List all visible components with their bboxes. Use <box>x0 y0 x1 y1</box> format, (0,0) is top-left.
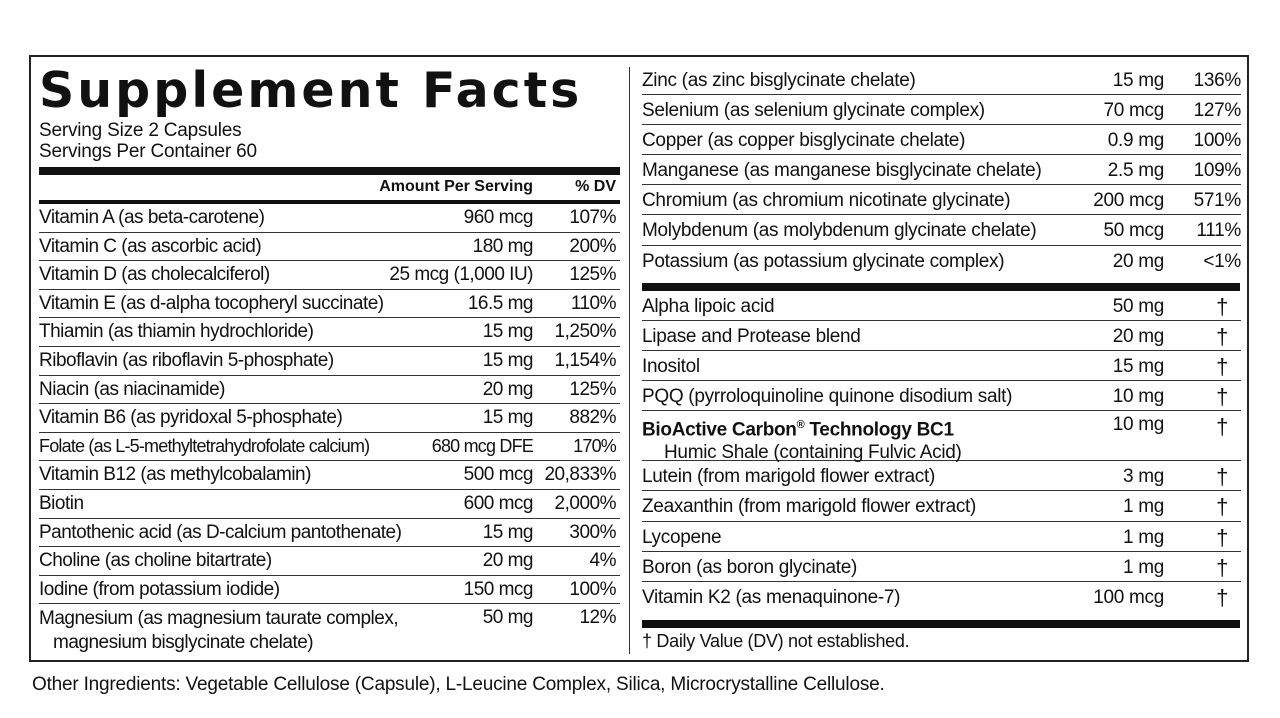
nutrient-name: Lutein (from marigold flower extract) <box>642 466 936 488</box>
nutrient-name: Vitamin A (as beta-carotene) <box>39 207 265 228</box>
nutrient-dv: 12% <box>579 607 616 629</box>
panel-title: Supplement Facts <box>39 62 583 119</box>
nutrient-amount: 50 mcg <box>1103 220 1164 242</box>
supplement-facts-panel <box>29 55 1249 662</box>
nutrient-name: Pantothenic acid (as D-calcium pantothenate) <box>39 521 402 543</box>
table-row <box>642 522 1241 552</box>
nutrient-amount: 10 mg <box>1112 414 1164 436</box>
nutrient-dv: 125% <box>569 378 616 400</box>
nutrient-amount: 960 mcg <box>463 207 533 228</box>
bioactive-carbon-suffix: Technology BC1 <box>804 419 954 441</box>
nutrient-dv: 170% <box>573 435 616 456</box>
table-row <box>642 321 1241 351</box>
nutrient-name: Biotin <box>39 492 84 514</box>
nutrient-amount: 1 mg <box>1122 496 1164 518</box>
nutrient-name: Vitamin B6 (as pyridoxal 5-phosphate) <box>39 407 343 429</box>
table-row <box>39 261 620 290</box>
right-column <box>642 57 1241 660</box>
nutrient-amount: 16.5 mg <box>467 292 533 314</box>
thick-divider <box>642 283 1240 291</box>
nutrient-amount: 2.5 mg <box>1107 160 1164 182</box>
nutrient-name: Boron (as boron glycinate) <box>642 556 858 578</box>
nutrient-dv: 136% <box>1193 70 1241 91</box>
nutrient-dv: <1% <box>1203 250 1241 272</box>
nutrient-amount: 20 mg <box>482 378 533 400</box>
nutrient-amount: 680 mcg DFE <box>431 435 533 456</box>
nutrient-amount: 15 mg <box>1112 70 1164 91</box>
nutrient-name: Riboflavin (as riboflavin 5-phosphate) <box>39 349 334 371</box>
left-column <box>39 57 620 660</box>
table-row <box>642 155 1241 185</box>
nutrient-name: PQQ (pyrroloquinoline quinone disodium salt) <box>642 386 1013 408</box>
nutrient-dv: 1,250% <box>554 321 616 343</box>
table-row <box>642 491 1241 521</box>
nutrient-name: Lipase and Protease blend <box>642 326 861 348</box>
dagger-symbol: † <box>1216 294 1228 319</box>
table-row <box>642 125 1241 155</box>
nutrient-name <box>39 607 459 655</box>
nutrient-dv: 4% <box>589 550 616 572</box>
nutrient-name: Choline (as choline bitartrate) <box>39 550 272 572</box>
nutrient-table-left <box>39 204 620 660</box>
nutrient-amount: 15 mg <box>482 349 533 371</box>
dagger-symbol: † <box>1216 384 1228 410</box>
nutrient-dv: 110% <box>570 292 616 314</box>
nutrient-dv: 2,000% <box>554 492 616 514</box>
nutrient-amount: 70 mcg <box>1103 100 1164 122</box>
bioactive-carbon-subtitle: Humic Shale (containing Fulvic Acid) <box>664 441 962 463</box>
column-divider <box>629 67 630 654</box>
nutrient-name: Selenium (as selenium glycinate complex) <box>642 100 985 122</box>
column-header <box>39 176 620 200</box>
table-row <box>39 519 620 548</box>
dagger-symbol: † <box>1216 464 1228 490</box>
nutrient-amount: 150 mcg <box>463 578 533 600</box>
nutrient-amount: 15 mg <box>482 407 533 429</box>
nutrient-dv: 109% <box>1193 160 1241 182</box>
nutrient-name: Zeaxanthin (from marigold flower extract) <box>642 496 977 518</box>
servings-per-container: Servings Per Container 60 <box>39 141 257 162</box>
nutrient-amount: 200 mcg <box>1093 190 1164 212</box>
dv-header: % DV <box>575 178 616 195</box>
nutrient-name-line2: magnesium bisglycinate chelate) <box>53 632 314 654</box>
table-row <box>39 233 620 262</box>
nutrient-amount: 10 mg <box>1112 386 1164 408</box>
nutrient-amount: 3 mg <box>1122 466 1164 488</box>
nutrient-name: Alpha lipoic acid <box>642 296 775 317</box>
nutrient-name: Vitamin D (as cholecalciferol) <box>39 264 270 286</box>
table-row <box>39 461 620 490</box>
nutrient-name: Vitamin E (as d-alpha tocopheryl succinate) <box>39 292 384 314</box>
nutrient-amount: 600 mcg <box>463 492 533 514</box>
nutrient-amount: 0.9 mg <box>1107 130 1164 152</box>
table-row <box>39 318 620 347</box>
nutrient-dv: 100% <box>569 578 616 600</box>
table-row <box>642 246 1241 276</box>
registered-mark: ® <box>796 419 805 432</box>
nutrient-amount: 1 mg <box>1122 556 1164 578</box>
thick-divider <box>39 167 620 175</box>
serving-size: Serving Size 2 Capsules <box>39 120 242 141</box>
nutrient-name: Folate (as L-5-methyltetrahydrofolate calcium) <box>39 435 370 456</box>
nutrient-dv: 107% <box>569 207 616 228</box>
nutrient-dv: 20,833% <box>544 464 616 486</box>
table-row <box>39 204 620 233</box>
nutrient-name: Inositol <box>642 356 700 378</box>
nutrient-amount: 500 mcg <box>463 464 533 486</box>
nutrient-amount: 1 mg <box>1122 526 1164 548</box>
dagger-symbol: † <box>1216 354 1228 380</box>
table-row <box>642 461 1241 491</box>
dagger-symbol: † <box>1216 414 1228 440</box>
table-row <box>39 404 620 433</box>
nutrient-dv: 300% <box>569 521 616 543</box>
nutrient-name: Potassium (as potassium glycinate complex) <box>642 250 1005 272</box>
nutrient-name: Niacin (as niacinamide) <box>39 378 225 400</box>
nutrient-name: Molybdenum (as molybdenum glycinate chelate) <box>642 220 1037 242</box>
table-row <box>39 290 620 319</box>
dagger-symbol: † <box>1216 494 1228 520</box>
table-row <box>39 576 620 605</box>
nutrient-dv: 200% <box>569 235 616 257</box>
nutrient-name: Vitamin C (as ascorbic acid) <box>39 235 262 257</box>
nutrient-amount: 20 mg <box>1112 250 1164 272</box>
nutrient-amount: 50 mg <box>1112 296 1164 317</box>
mineral-table <box>642 65 1241 276</box>
nutrient-dv: 125% <box>569 264 616 286</box>
dagger-symbol: † <box>1216 584 1228 610</box>
table-row <box>39 490 620 519</box>
nutrient-amount: 15 mg <box>1112 356 1164 378</box>
footnote: † Daily Value (DV) not established. <box>642 631 910 651</box>
table-row <box>39 376 620 405</box>
nutrient-amount: 100 mcg <box>1093 586 1164 608</box>
other-ingredients: Other Ingredients: Vegetable Cellulose (Capsule), L-Leucine Complex, Silica, Microcrystalline Cellulose. <box>32 674 885 695</box>
table-row <box>39 433 620 462</box>
nutrient-dv: 882% <box>569 407 616 429</box>
nutrient-amount: 15 mg <box>482 321 533 343</box>
nutrient-name-line1: Magnesium (as magnesium taurate complex, <box>39 608 399 630</box>
table-row <box>642 381 1241 411</box>
nutrient-dv: 100% <box>1193 130 1241 152</box>
nutrient-name: Thiamin (as thiamin hydrochloride) <box>39 321 314 343</box>
nutrient-amount: 180 mg <box>472 235 533 257</box>
nutrient-name: Iodine (from potassium iodide) <box>39 578 280 600</box>
nutrient-name: Chromium (as chromium nicotinate glycinate) <box>642 190 1011 212</box>
table-row <box>642 95 1241 125</box>
nutrient-name: Zinc (as zinc bisglycinate chelate) <box>642 70 916 91</box>
table-row <box>642 291 1241 321</box>
table-row <box>642 215 1241 245</box>
nutrient-name: Vitamin B12 (as methylcobalamin) <box>39 464 311 486</box>
table-row <box>642 351 1241 381</box>
nutrient-dv: 1,154% <box>554 349 616 371</box>
dagger-symbol: † <box>1216 524 1228 550</box>
table-row <box>39 347 620 376</box>
nutrient-name: Manganese (as manganese bisglycinate chelate) <box>642 160 1042 182</box>
nutrient-name <box>642 414 962 463</box>
dagger-symbol: † <box>1216 324 1228 350</box>
nutrient-dv: 571% <box>1193 190 1241 212</box>
bioactive-carbon-title: BioActive Carbon <box>642 419 797 441</box>
nutrient-amount: 25 mcg (1,000 IU) <box>389 264 533 286</box>
table-row <box>642 582 1241 612</box>
nutrient-name: Lycopene <box>642 526 722 548</box>
table-row <box>642 185 1241 215</box>
nutrient-amount: 50 mg <box>482 607 533 629</box>
nutrient-dv: 127% <box>1193 100 1241 122</box>
amount-header: Amount Per Serving <box>379 178 533 195</box>
nutrient-dv: 111% <box>1196 220 1241 242</box>
other-nutrients-table <box>642 291 1241 612</box>
table-row <box>39 604 620 660</box>
dagger-symbol: † <box>1216 554 1228 580</box>
nutrient-name: Vitamin K2 (as menaquinone-7) <box>642 586 901 608</box>
table-row <box>642 552 1241 582</box>
nutrient-amount: 20 mg <box>1112 326 1164 348</box>
table-row <box>642 65 1241 95</box>
table-row <box>642 411 1241 461</box>
thick-divider <box>642 620 1240 628</box>
nutrient-name: Copper (as copper bisglycinate chelate) <box>642 130 966 152</box>
nutrient-amount: 15 mg <box>482 521 533 543</box>
table-row <box>39 547 620 576</box>
nutrient-amount: 20 mg <box>482 550 533 572</box>
